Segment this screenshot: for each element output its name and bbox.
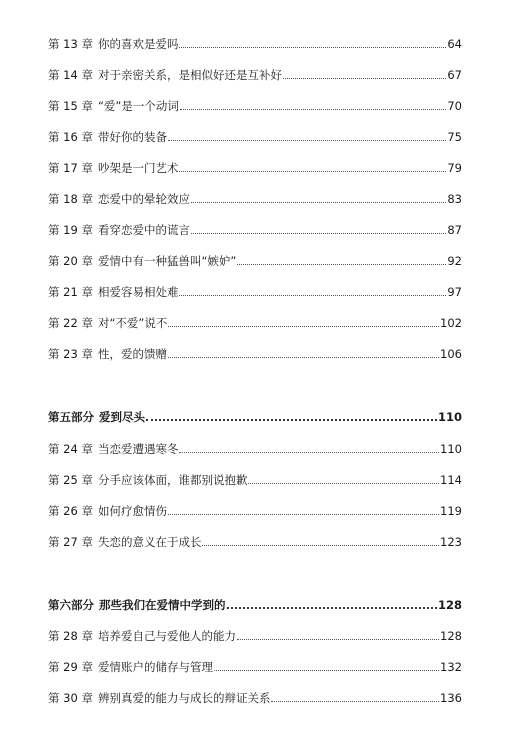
- toc-entry[interactable]: [48, 221, 462, 237]
- dot-leader: [237, 639, 439, 640]
- entry-label: [48, 691, 270, 705]
- entry-page: 136: [440, 691, 462, 705]
- toc-part-heading[interactable]: [48, 408, 462, 424]
- toc-entry[interactable]: [48, 97, 462, 113]
- entry-title: 爱情账户的储存与管理: [97, 660, 213, 674]
- entry-page: 123: [440, 535, 462, 549]
- entry-label: [48, 223, 190, 237]
- entry-label: [48, 347, 167, 361]
- toc-entry[interactable]: [48, 658, 462, 674]
- part-title: 爱到尽头: [99, 410, 145, 424]
- entry-label: [48, 99, 179, 113]
- toc-entry[interactable]: [48, 66, 462, 82]
- entry-title: 看穿恋爱中的谎言: [97, 223, 190, 237]
- entry-label: [48, 660, 213, 674]
- entry-number: 第 29 章: [48, 660, 93, 674]
- toc-entry[interactable]: [48, 533, 462, 549]
- dot-leader: [202, 545, 439, 546]
- part-title: 那些我们在爱情中学到的: [99, 598, 226, 612]
- entry-title: 分手应该体面，谁都别说抱歉: [97, 473, 248, 487]
- entry-title: 爱情中有一种猛兽叫“嫉妒”: [97, 254, 237, 268]
- dot-leader: [191, 202, 446, 203]
- table-of-contents: [48, 0, 462, 738]
- dot-leader: [168, 140, 446, 141]
- dot-leader: [191, 233, 446, 234]
- entry-number: 第 28 章: [48, 629, 93, 643]
- part-number: 第五部分: [48, 410, 94, 424]
- entry-page: 110: [437, 410, 462, 424]
- entry-page: 132: [440, 660, 462, 674]
- dot-leader: [248, 483, 439, 484]
- dot-leader: [179, 295, 446, 296]
- entry-title: 培养爱自己与爱他人的能力: [97, 629, 236, 643]
- entry-page: 97: [447, 285, 462, 299]
- dot-leader: [168, 357, 439, 358]
- entry-page: 75: [447, 130, 462, 144]
- entry-number: 第 16 章: [48, 130, 93, 144]
- dot-leader: [168, 326, 439, 327]
- entry-label: [48, 37, 178, 51]
- entry-label: [48, 192, 190, 206]
- entry-page: 87: [447, 223, 462, 237]
- entry-title: 恋爱中的晕轮效应: [97, 192, 190, 206]
- dot-leader: [168, 514, 439, 515]
- toc-entry[interactable]: [48, 252, 462, 268]
- entry-number: 第 20 章: [48, 254, 93, 268]
- dot-leader: [237, 264, 446, 265]
- toc-entry[interactable]: [48, 159, 462, 175]
- dot-leader: [283, 78, 446, 79]
- entry-label: [48, 598, 226, 612]
- entry-title: 吵架是一门艺术: [97, 161, 179, 175]
- dot-leader: [227, 607, 437, 609]
- entry-page: 106: [440, 347, 462, 361]
- entry-page: 83: [447, 192, 462, 206]
- entry-label: [48, 473, 247, 487]
- entry-number: 第 13 章: [48, 37, 93, 51]
- toc-entry[interactable]: [48, 283, 462, 299]
- entry-page: 70: [447, 99, 462, 113]
- toc-part-heading[interactable]: [48, 596, 462, 612]
- entry-number: 第 25 章: [48, 473, 93, 487]
- toc-entry[interactable]: [48, 190, 462, 206]
- entry-number: 第 15 章: [48, 99, 93, 113]
- entry-title: 性，爱的馈赠: [97, 347, 167, 361]
- toc-entry[interactable]: [48, 627, 462, 643]
- toc-entry[interactable]: [48, 314, 462, 330]
- dot-leader: [179, 47, 446, 48]
- entry-number: 第 24 章: [48, 442, 93, 456]
- entry-page: 128: [437, 598, 462, 612]
- entry-title: “爱”是一个动词: [97, 99, 179, 113]
- dot-leader: [179, 171, 446, 172]
- dot-leader: [214, 670, 439, 671]
- entry-title: 带好你的装备: [97, 130, 167, 144]
- dot-leader: [180, 109, 446, 110]
- entry-title: 相爱容易相处难: [97, 285, 179, 299]
- entry-page: 79: [447, 161, 462, 175]
- entry-number: 第 14 章: [48, 68, 93, 82]
- entry-title: 你的喜欢是爱吗: [97, 37, 179, 51]
- entry-label: [48, 442, 178, 456]
- entry-label: [48, 316, 167, 330]
- entry-label: [48, 254, 236, 268]
- entry-number: 第 23 章: [48, 347, 93, 361]
- entry-title: 如何疗愈情伤: [97, 504, 167, 518]
- entry-label: [48, 410, 145, 424]
- entry-page: 119: [440, 504, 462, 518]
- toc-entry[interactable]: [48, 35, 462, 51]
- entry-title: 对于亲密关系，是相似好还是互补好: [97, 68, 282, 82]
- toc-entry[interactable]: [48, 345, 462, 361]
- entry-number: 第 30 章: [48, 691, 93, 705]
- entry-page: 110: [440, 442, 462, 456]
- toc-entry[interactable]: [48, 128, 462, 144]
- entry-label: [48, 68, 282, 82]
- toc-entry[interactable]: [48, 440, 462, 456]
- toc-entry[interactable]: [48, 471, 462, 487]
- entry-label: [48, 535, 201, 549]
- entry-label: [48, 629, 236, 643]
- entry-page: 128: [440, 629, 462, 643]
- entry-page: 114: [440, 473, 462, 487]
- part-number: 第六部分: [48, 598, 94, 612]
- entry-number: 第 26 章: [48, 504, 93, 518]
- toc-entry[interactable]: [48, 502, 462, 518]
- entry-number: 第 22 章: [48, 316, 93, 330]
- entry-title: 对“不爱”说不: [97, 316, 168, 330]
- dot-leader: [179, 452, 439, 453]
- toc-entry[interactable]: [48, 689, 462, 705]
- entry-page: 102: [440, 316, 462, 330]
- dot-leader: [271, 701, 439, 702]
- entry-number: 第 27 章: [48, 535, 93, 549]
- entry-number: 第 21 章: [48, 285, 93, 299]
- entry-number: 第 19 章: [48, 223, 93, 237]
- entry-title: 辨别真爱的能力与成长的辩证关系: [97, 691, 271, 705]
- entry-page: 92: [447, 254, 462, 268]
- dot-leader: [146, 419, 437, 421]
- entry-label: [48, 285, 178, 299]
- entry-page: 64: [447, 37, 462, 51]
- entry-label: [48, 504, 167, 518]
- entry-page: 67: [447, 68, 462, 82]
- entry-title: 当恋爱遭遇寒冬: [97, 442, 179, 456]
- entry-title: 失恋的意义在于成长: [97, 535, 202, 549]
- entry-number: 第 18 章: [48, 192, 93, 206]
- entry-label: [48, 130, 167, 144]
- entry-number: 第 17 章: [48, 161, 93, 175]
- entry-label: [48, 161, 178, 175]
